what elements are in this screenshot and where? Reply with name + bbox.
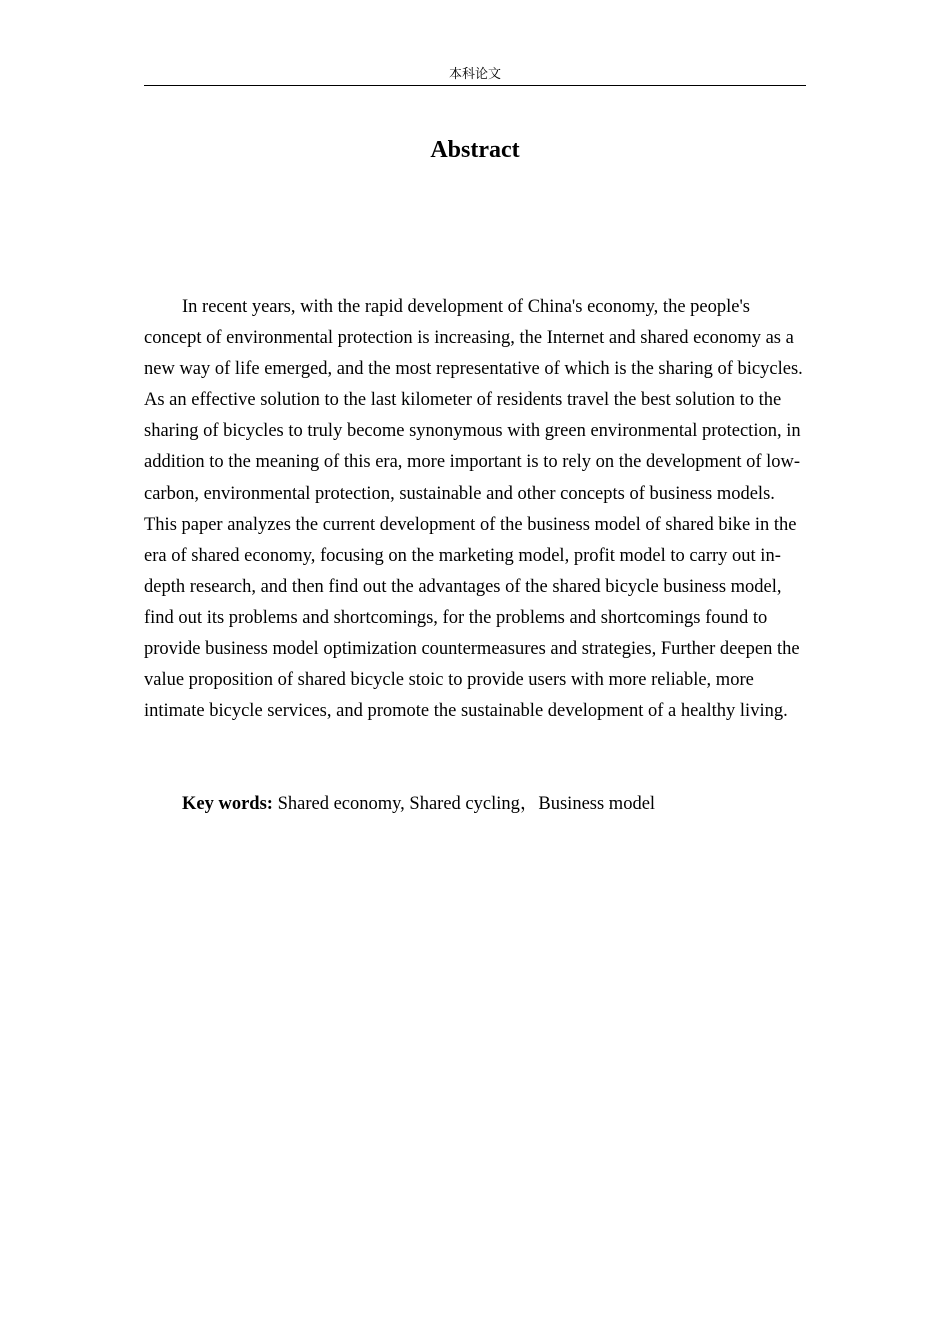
header-text: 本科论文	[448, 67, 501, 82]
keywords-values: Shared economy, Shared cycling，Business model	[277, 794, 656, 814]
abstract-paragraph: In recent years, with the rapid development of China's economy, the people's concept of environmental protection is increasing, the Internet and shared economy as a new way of life emerged, and the most representative of which is the sharing of bicycles. As an effective solution to the last kilometer of residents travel the best solution to the sharing of bicycles to truly become synonymous with green environmental protection, in addition to the meaning of this era, more important is to rely on the development of low-carbon, environmental protection, sustainable and other concepts of business models. This paper analyzes the current development of the business model of shared bike in the era of shared economy, focusing on the marketing model, profit model to carry out in-depth research, and then find out the advantages of the shared bicycle business model, find out its problems and shortcomings, for the problems and shortcomings found to provide business model optimization countermeasures and strategies, Further deepen the value proposition of shared bicycle stoic to provide users with more reliable, more intimate bicycle services, and promote the sustainable development of a healthy living.	[144, 297, 803, 722]
keywords-line	[144, 789, 808, 820]
page-title: Abstract	[430, 137, 520, 163]
page-header	[144, 66, 806, 86]
keywords-label: Key words:	[182, 794, 273, 814]
